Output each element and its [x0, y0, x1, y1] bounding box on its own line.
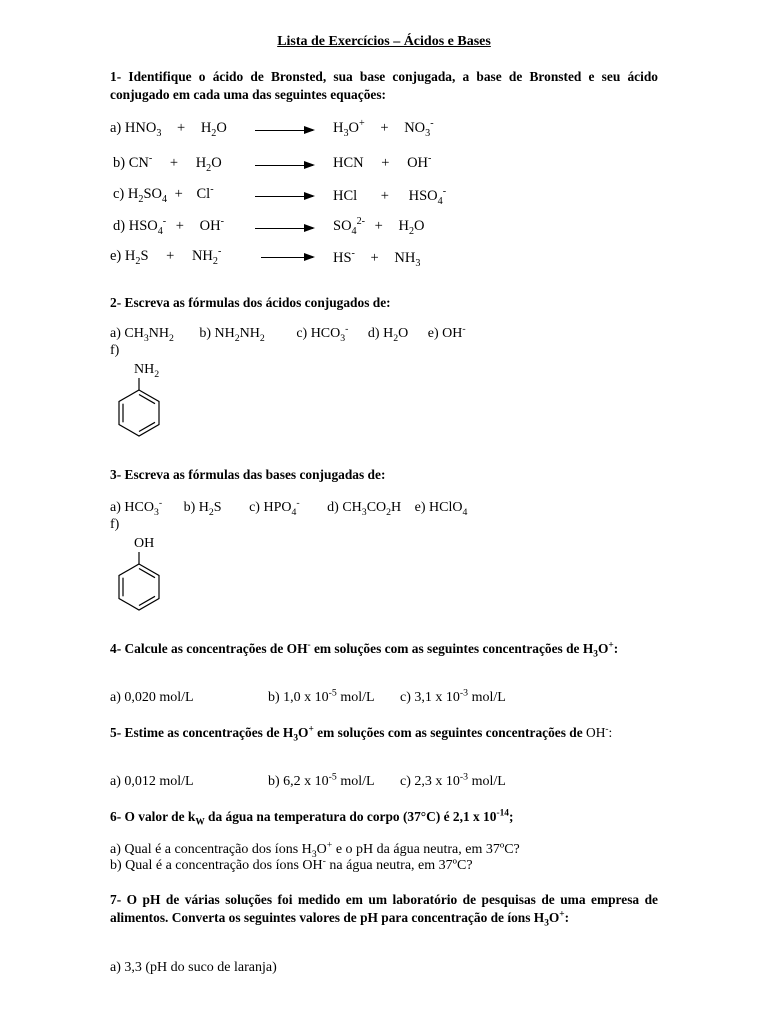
equation-products: $SO_4^{2-} + H_2O$ [333, 216, 425, 237]
reaction-arrow [261, 257, 313, 258]
item-c: c) $HCO_3^-$ [296, 323, 349, 344]
question-1-prompt [110, 68, 658, 104]
equation-reactants: e) $H_2S + NH_2^-$ [110, 246, 222, 267]
reaction-arrow [255, 130, 313, 131]
item-a: a) $CH_3NH_2$ [110, 326, 174, 344]
question-text: Identifique o ácido de Bronsted, sua base conjugada, a base de Bronsted e seu ácido conjugado em cada uma das seguintes equações: [110, 69, 658, 102]
item-b: b) $H_2S$ [183, 500, 222, 518]
benzene-ring-icon [110, 548, 170, 620]
question-6-prompt: 6- O valor de $k_W$ da água na temperatura do corpo (37°C) é 2,1 x $10^{-14}$; [110, 808, 514, 828]
question-number: 1- [110, 69, 122, 84]
item-d: d) $CH_3CO_2H$ [327, 500, 402, 518]
question-5-item-a: a) 0,012 mol/L [110, 774, 194, 789]
item-a: a) $HCO_3^-$ [110, 497, 163, 518]
phenol-hydroxyl-group: OH [134, 536, 155, 551]
item-f-label: f) [110, 343, 120, 358]
reaction-arrow [255, 228, 313, 229]
item-c: c) $HPO_4^-$ [249, 497, 300, 518]
question-6-item-a: a) Qual é a concentração dos íons $H_3O^+$ e o pH da água neutra, em 37ºC? [110, 839, 520, 860]
question-4-prompt: 4- Calcule as concentrações de OH- em soluções com as seguintes concentrações de $H_3O^+$: [110, 640, 619, 660]
question-4-item-a: a) 0,020 mol/L [110, 690, 194, 705]
question-7-prompt: 7- O pH de várias soluções foi medido em um laboratório de pesquisas de uma empresa de alimentos. Converta os seguintes valores de pH para concentração de íons $H_3O^+$: [110, 892, 658, 929]
question-6-item-b: b) Qual é a concentração dos íons OH- na água neutra, em 37ºC? [110, 855, 473, 873]
benzene-ring-icon [110, 374, 170, 446]
question-4-item-c: c) 3,1 x $10^{-3}$ mol/L [400, 687, 506, 705]
equation-products: $H_3O^+ + NO_3^-$ [333, 118, 434, 139]
item-e: e) HClO$_4$ [414, 500, 468, 518]
equation-reactants: c) $H_2SO_4 + Cl^-$ [113, 184, 214, 205]
equation-products: HCl + $HSO_4^-$ [333, 186, 447, 207]
item-d: d) $H_2O$ [367, 326, 409, 344]
aniline-amino-group: $NH_2$ [134, 362, 160, 380]
question-5-item-c: c) 2,3 x $10^{-3}$ mol/L [400, 771, 506, 789]
item-e: e) OH- [427, 323, 466, 341]
question-2-prompt: 2- Escreva as fórmulas dos ácidos conjugados de: [110, 295, 391, 310]
equation-reactants: d) $HSO_4^- + OH^-$ [113, 216, 224, 237]
question-5-item-b: b) 6,2 x $10^{-5}$ mol/L [268, 771, 375, 789]
item-b: b) $NH_2NH_2$ [199, 326, 265, 344]
item-f-label: f) [110, 517, 120, 532]
equation-reactants: b) $CN^- + H_2O$ [113, 153, 222, 174]
question-7-item-a: a) 3,3 (pH do suco de laranja) [110, 960, 277, 975]
question-3-items [110, 497, 468, 518]
question-4-item-b: b) 1,0 x $10^{-5}$ mol/L [268, 687, 375, 705]
equation-products: $HS^- + NH_3$ [333, 248, 421, 269]
question-3-prompt: 3- Escreva as fórmulas das bases conjugadas de: [110, 467, 386, 482]
equation-reactants: a) $HNO_3 + H_2O$ [110, 120, 227, 139]
question-2-items [110, 323, 466, 344]
reaction-arrow [255, 196, 313, 197]
question-5-prompt: 5- Estime as concentrações de $H_3O^+$ em soluções com as seguintes concentrações de OH-: [110, 724, 613, 744]
reaction-arrow [255, 165, 313, 166]
page-title: Lista de Exercícios – Ácidos e Bases [277, 34, 491, 49]
equation-products: HCN + OH- [333, 153, 432, 171]
